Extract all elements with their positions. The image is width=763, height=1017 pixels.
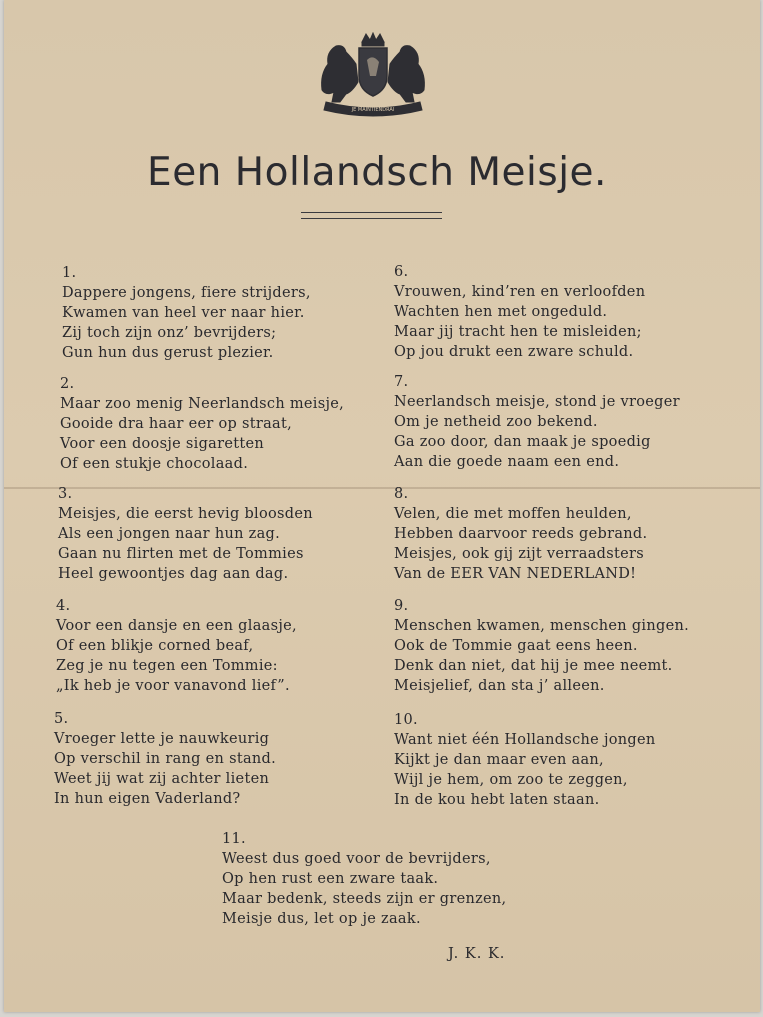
stanza-11 (222, 829, 506, 929)
stanza-number: 3. (58, 486, 73, 502)
stanza-line: Want niet één Hollandsche jongen (394, 732, 656, 748)
stanza-line: Op hen rust een zware taak. (222, 871, 439, 887)
stanza-9 (394, 596, 689, 696)
coat-of-arms-icon (312, 32, 434, 118)
stanza-line: Vroeger lette je nauwkeurig (54, 731, 270, 747)
stanza-line: Hebben daarvoor reeds gebrand. (394, 526, 648, 542)
title-divider (301, 212, 442, 219)
stanza-line: Meisjelief, dan sta j’ alleen. (394, 678, 605, 694)
stanza-line: Maar bedenk, steeds zijn er grenzen, (222, 891, 507, 907)
stanza-line: Vrouwen, kind’ren en verloofden (394, 284, 646, 300)
stanza-line: Voor een doosje sigaretten (60, 436, 265, 452)
stanza-line: Voor een dansje en een glaasje, (56, 618, 297, 634)
stanza-line: Ook de Tommie gaat eens heen. (394, 638, 638, 654)
stanza-line: Velen, die met moffen heulden, (394, 506, 632, 522)
stanza-number: 4. (56, 598, 71, 614)
stanza-number: 5. (54, 711, 69, 727)
stanza-line: Meisjes, die eerst hevig bloosden (58, 506, 313, 522)
stanza-line: Maar zoo menig Neerlandsch meisje, (60, 396, 345, 412)
stanza-line: In hun eigen Vaderland? (54, 791, 241, 807)
stanza-3 (58, 484, 313, 584)
stanza-line: Neerlandsch meisje, stond je vroeger (394, 394, 680, 410)
stanza-line: Of een blikje corned beaf, (56, 638, 254, 654)
poem-sheet (4, 0, 760, 1012)
stanza-number: 9. (394, 598, 409, 614)
stanza-line: In de kou hebt laten staan. (394, 792, 600, 808)
stanza-line: Kijkt je dan maar even aan, (394, 752, 604, 768)
stanza-line: Gaan nu flirten met de Tommies (58, 546, 304, 562)
author-signature: J. K. K. (448, 946, 506, 962)
stanza-6 (394, 262, 645, 362)
stanza-line: Van de EER VAN NEDERLAND! (394, 566, 637, 582)
stanza-line: „Ik heb je voor vanavond lief”. (56, 678, 290, 694)
poem-title: Een Hollandsch Meisje. (147, 150, 607, 195)
stanza-line: Wachten hen met ongeduld. (394, 304, 608, 320)
stanza-line: Dappere jongens, fiere strijders, (62, 285, 311, 301)
stanza-number: 1. (62, 265, 77, 281)
stanza-line: Heel gewoontjes dag aan dag. (58, 566, 289, 582)
stanza-number: 2. (60, 376, 75, 392)
stanza-line: Weest dus goed voor de bevrijders, (222, 851, 491, 867)
stanza-line: Menschen kwamen, menschen gingen. (394, 618, 689, 634)
stanza-number: 7. (394, 374, 409, 390)
stanza-number: 10. (394, 712, 418, 728)
stanza-10 (394, 710, 656, 810)
stanza-line: Gun hun dus gerust plezier. (62, 345, 274, 361)
stanza-line: Meisje dus, let op je zaak. (222, 911, 421, 927)
stanza-5 (54, 709, 276, 809)
stanza-number: 11. (222, 831, 246, 847)
stanza-line: Meisjes, ook gij zijt verraadsters (394, 546, 644, 562)
stanza-line: Of een stukje chocolaad. (60, 456, 249, 472)
stanza-line: Kwamen van heel ver naar hier. (62, 305, 305, 321)
stanza-line: Aan die goede naam een end. (394, 454, 620, 470)
stanza-line: Zeg je nu tegen een Tommie: (56, 658, 278, 674)
stanza-line: Zij toch zijn onz’ bevrijders; (62, 325, 277, 341)
stanza-line: Op jou drukt een zware schuld. (394, 344, 634, 360)
stanza-line: Om je netheid zoo bekend. (394, 414, 598, 430)
stanza-line: Gooide dra haar eer op straat, (60, 416, 293, 432)
stanza-line: Denk dan niet, dat hij je mee neemt. (394, 658, 673, 674)
stanza-line: Als een jongen naar hun zag. (58, 526, 281, 542)
stanza-4 (56, 596, 297, 696)
stanza-1 (62, 263, 311, 363)
stanza-number: 6. (394, 264, 409, 280)
stanza-line: Op verschil in rang en stand. (54, 751, 277, 767)
stanza-number: 8. (394, 486, 409, 502)
stanza-2 (60, 374, 344, 474)
stanza-line: Maar jij tracht hen te misleiden; (394, 324, 642, 340)
crest-motto: JE MAINTIENDRAI (351, 107, 395, 113)
stanza-line: Wijl je hem, om zoo te zeggen, (394, 772, 628, 788)
stanza-line: Weet jij wat zij achter lieten (54, 771, 270, 787)
stanza-line: Ga zoo door, dan maak je spoedig (394, 434, 651, 450)
stanza-8 (394, 484, 647, 584)
stanza-7 (394, 372, 680, 472)
